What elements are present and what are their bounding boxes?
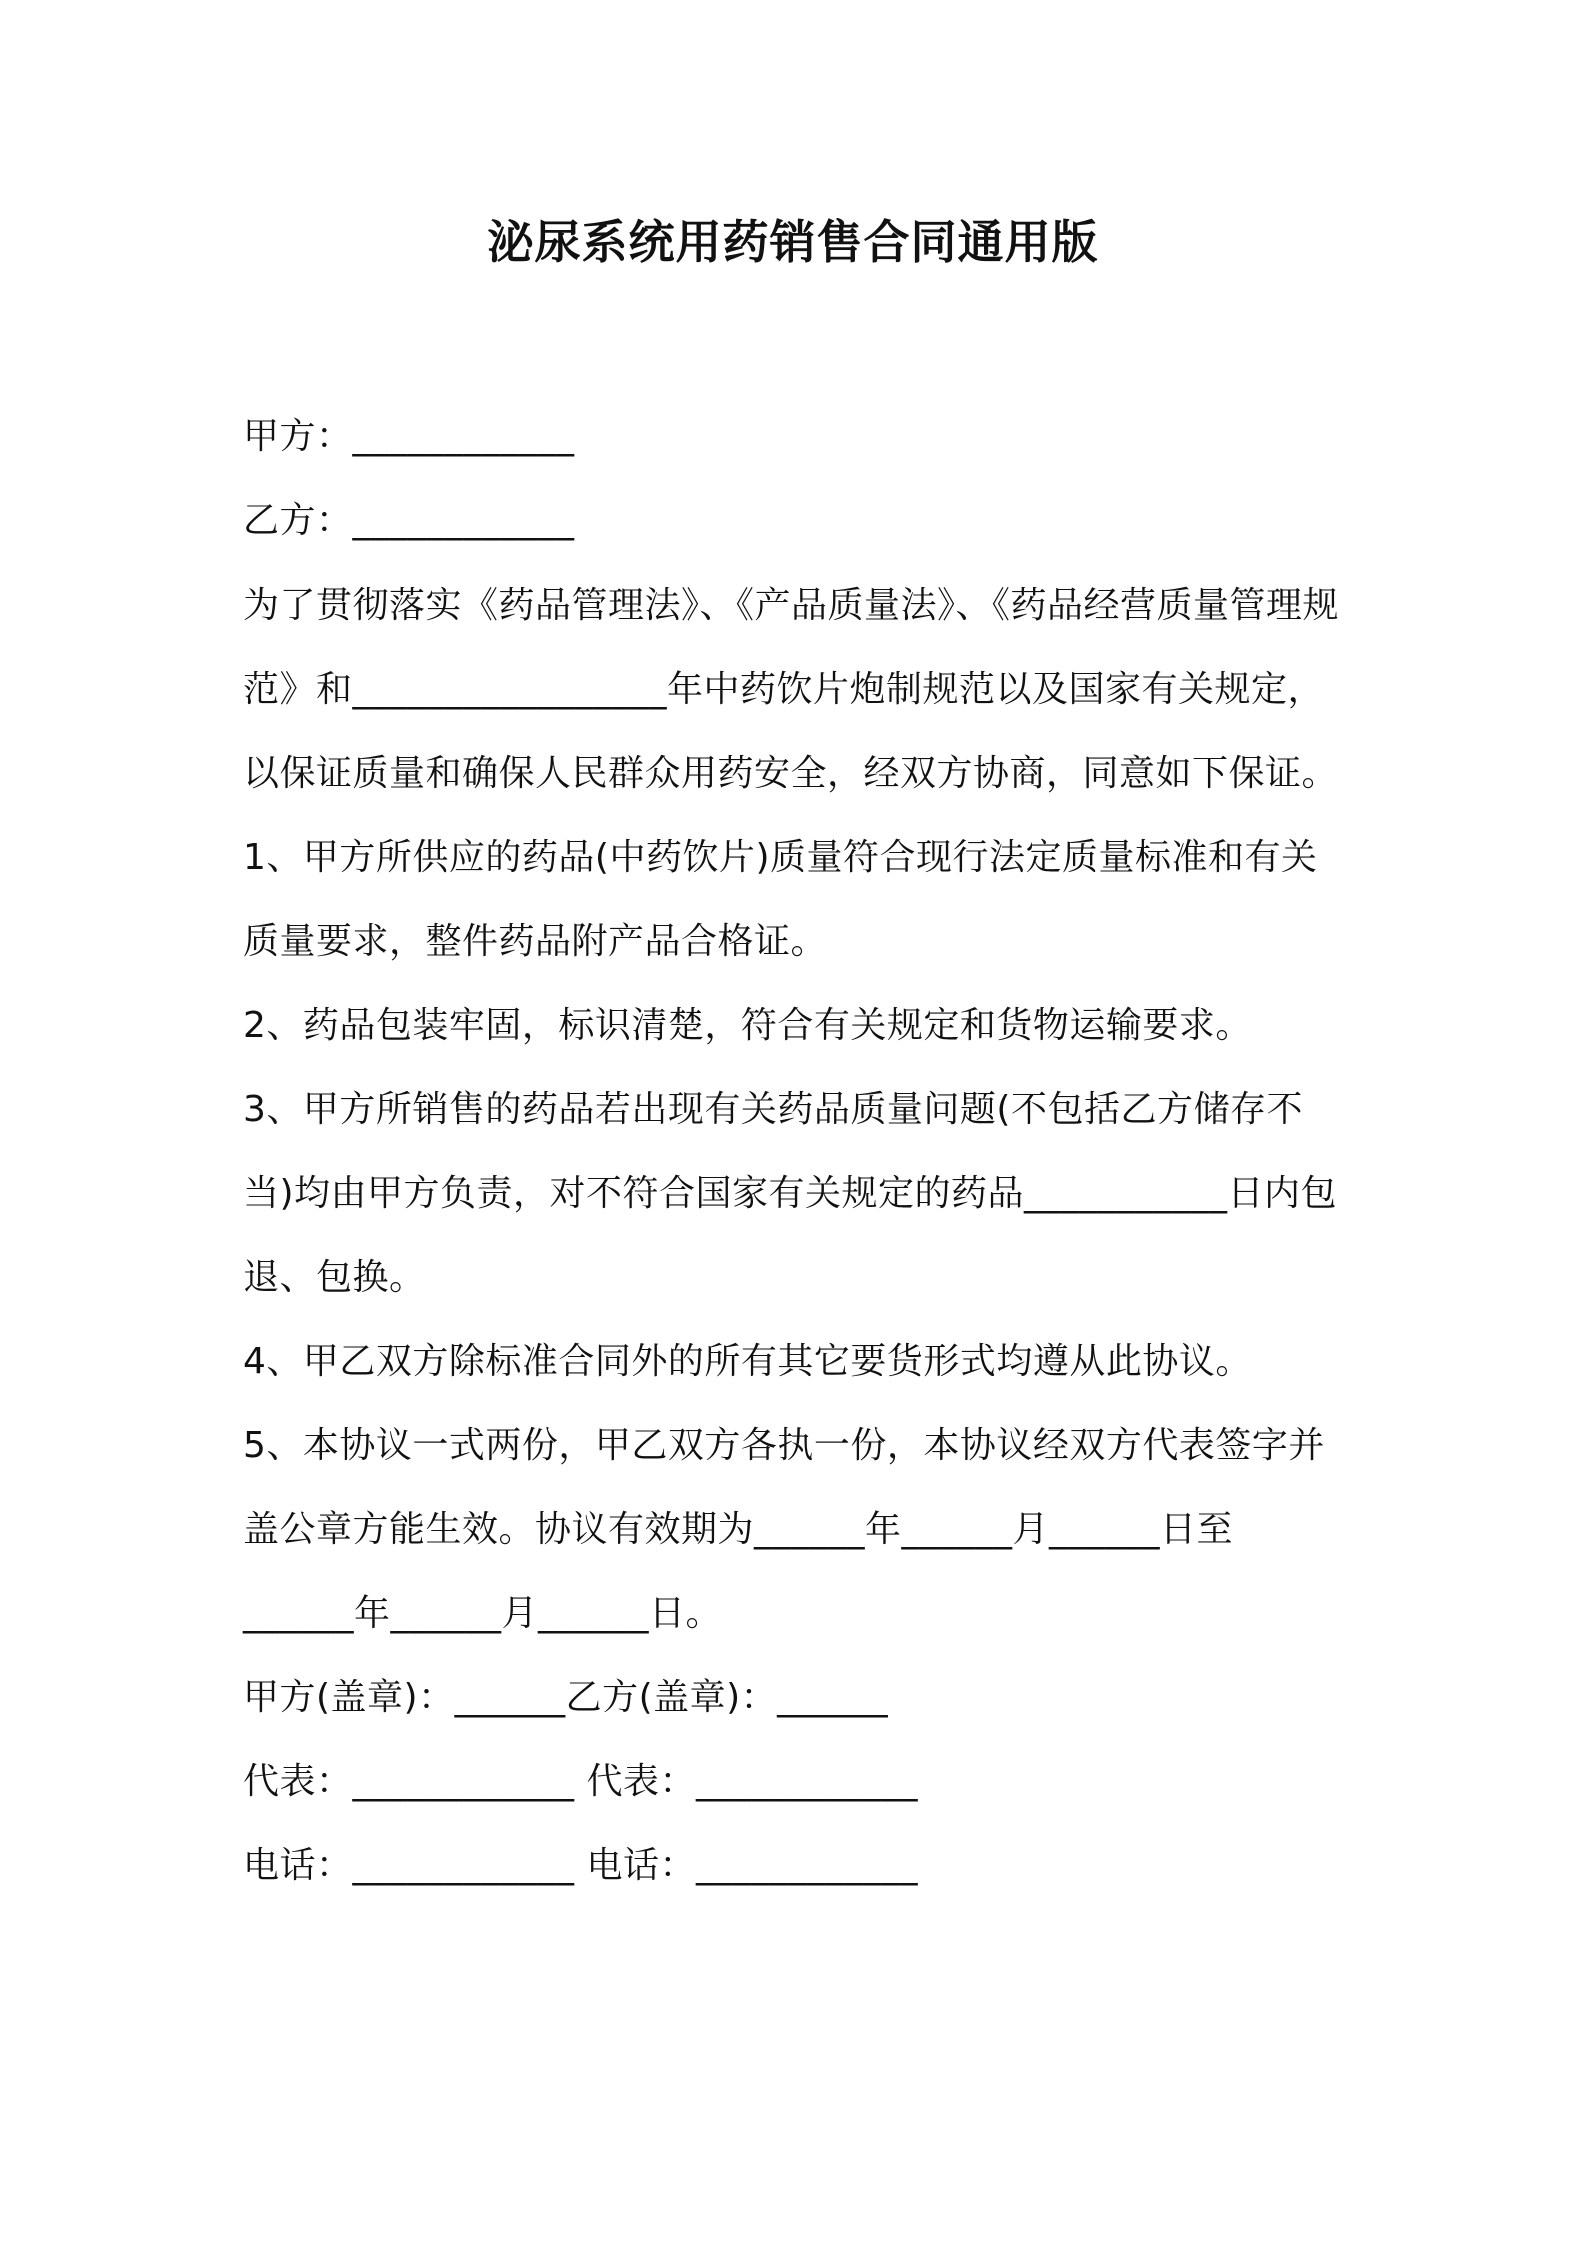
representative-line: 代表：____________ 代表：____________ (243, 1761, 918, 1802)
clause-1-line-2: 质量要求，整件药品附产品合格证。 (243, 921, 828, 962)
document-title: 泌尿系统用药销售合同通用版 (487, 215, 1099, 269)
party-b-line: 乙方：____________ (243, 500, 575, 541)
preamble-line-2: 范》和_________________年中药饮片炮制规范以及国家有关规定， (243, 669, 1325, 710)
clause-5-line-2: 盖公章方能生效。协议有效期为______年______月______日至 (243, 1509, 1234, 1550)
clause-5-line-3: ______年______月______日。 (243, 1593, 723, 1634)
phone-line: 电话：____________ 电话：____________ (243, 1845, 918, 1886)
preamble-line-1: 为了贯彻落实《药品管理法》、《产品质量法》、《药品经营质量管理规 (243, 585, 1340, 626)
clause-2-line-1: 2、药品包装牢固，标识清楚，符合有关规定和货物运输要求。 (243, 1005, 1252, 1046)
clause-4-line-1: 4、甲乙双方除标准合同外的所有其它要货形式均遵从此协议。 (243, 1341, 1252, 1382)
party-a-line: 甲方：____________ (243, 416, 575, 457)
clause-5-line-1: 5、本协议一式两份，甲乙双方各执一份，本协议经双方代表签字并 (243, 1425, 1325, 1466)
preamble-line-3: 以保证质量和确保人民群众用药安全，经双方协商，同意如下保证。 (243, 753, 1339, 794)
clause-3-line-1: 3、甲方所销售的药品若出现有关药品质量问题(不包括乙方储存不 (243, 1089, 1303, 1130)
clause-3-line-3: 退、包换。 (243, 1257, 426, 1298)
seal-line: 甲方(盖章)：______乙方(盖章)：______ (243, 1677, 889, 1718)
clause-1-line-1: 1、甲方所供应的药品(中药饮片)质量符合现行法定质量标准和有关 (243, 837, 1318, 878)
clause-3-line-2: 当)均由甲方负责，对不符合国家有关规定的药品___________日内包 (243, 1173, 1338, 1214)
